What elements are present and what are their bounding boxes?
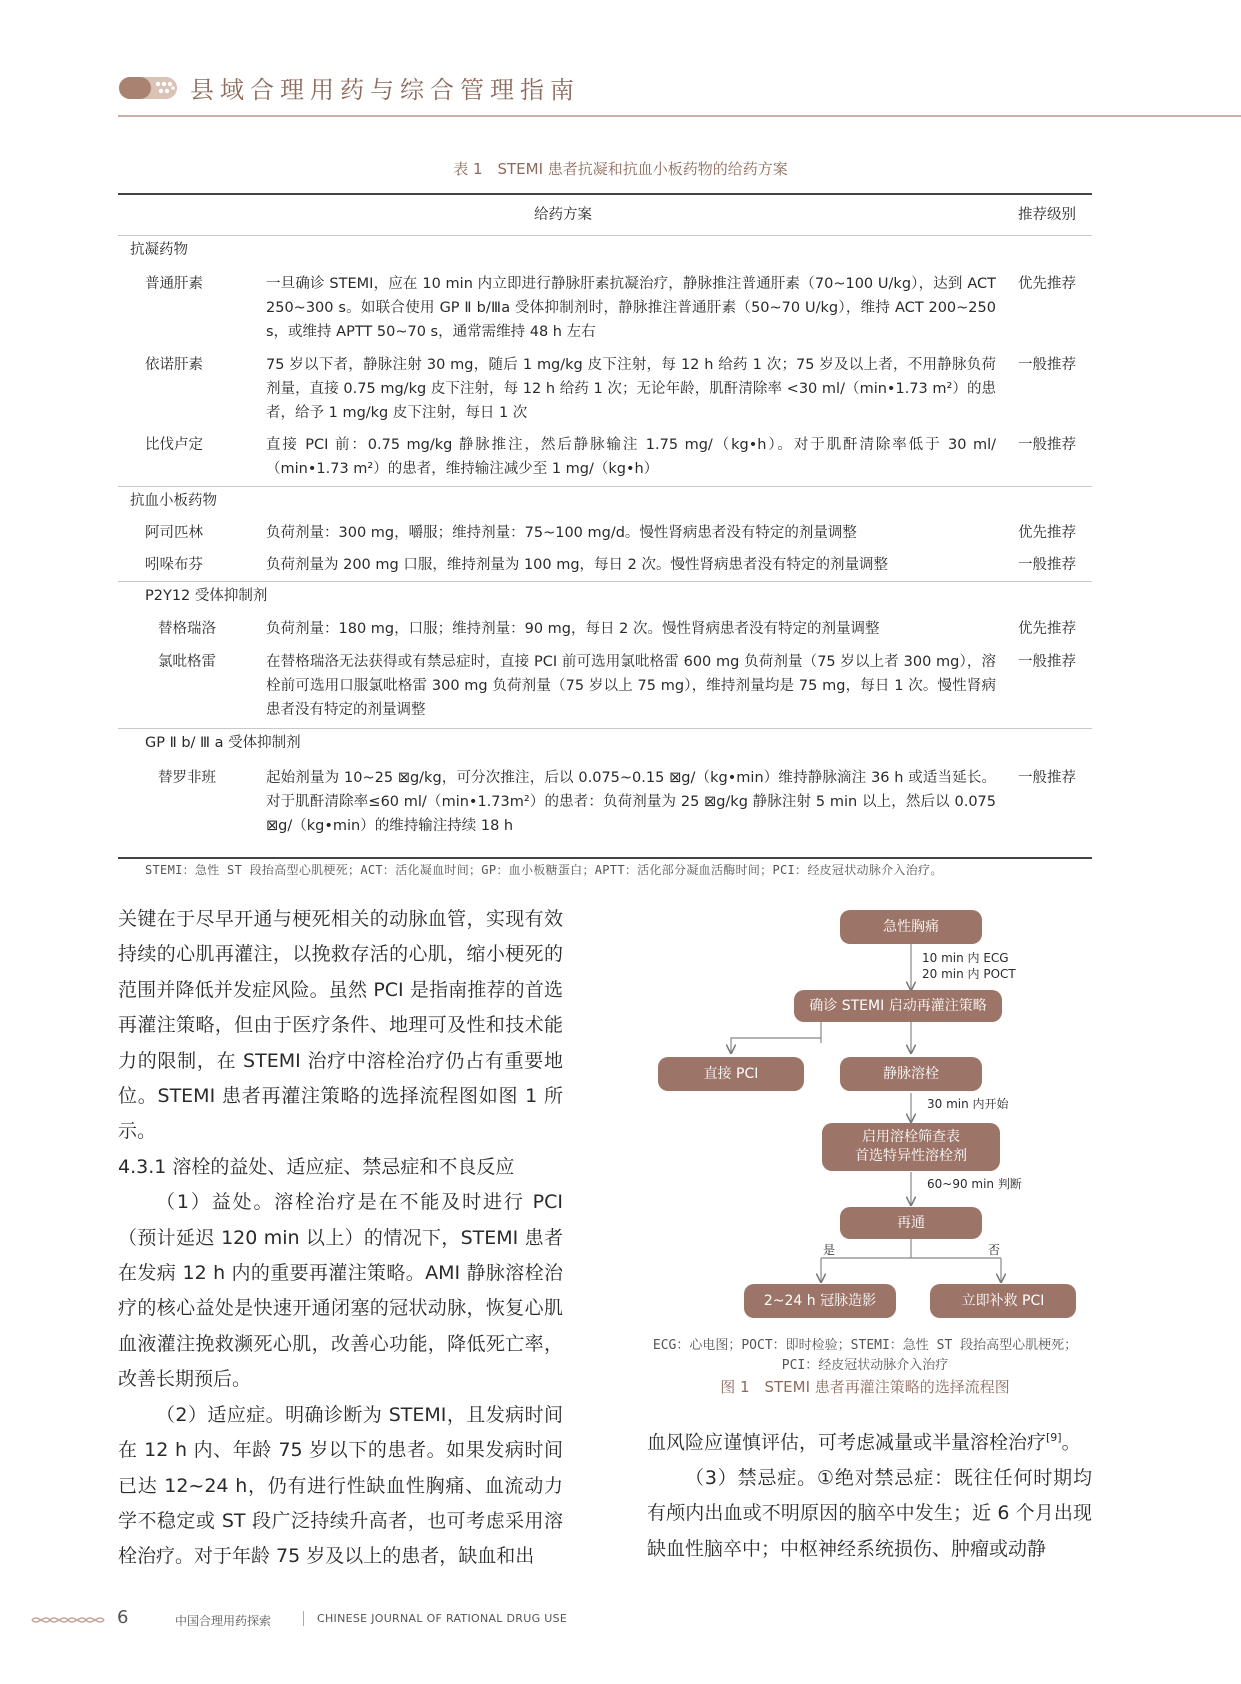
dosing-table — [118, 193, 1092, 860]
figure-caption: 图 1 STEMI 患者再灌注策略的选择流程图 — [720, 1378, 1010, 1396]
table-top-rule — [118, 193, 1092, 195]
body-paragraph: 关键在于尽早开通与梗死相关的动脉血管，实现有效持续的心肌再灌注，以挽救存活的心肌，缩小梗死的范围并降低并发症风险。虽然 PCI 是指南推荐的首选再灌注策略，但由于医疗条件、地理可及性和技术能力的限制，在 STEMI 治疗中溶栓治疗仍占有重要地位。STEMI 患者再灌注策略的选择流程图如图 1 所示。 — [118, 908, 563, 1143]
figure-note: PCI：经皮冠状动脉介入治疗 — [781, 1358, 949, 1373]
table-bottom-rule — [118, 857, 1092, 859]
flow-screening-line2: 首选特异性溶栓剂 — [855, 1148, 967, 1164]
table-row-drug: 替罗非班 — [158, 770, 216, 786]
figure-note: ECG：心电图；POCT：即时检验；STEMI：急性 ST 段抬高型心肌梗死； — [652, 1338, 1078, 1353]
header-divider — [118, 115, 1241, 117]
flow-ecg-note: 10 min 内 ECG — [922, 951, 1009, 965]
table-row-desc: 负荷剂量：180 mg，口服；维持剂量：90 mg，每日 2 次。慢性肾病患者没有特定的剂量调整 — [266, 621, 880, 637]
table-group-rule — [118, 486, 1092, 487]
flow-diagnose: 确诊 STEMI 启动再灌注策略 — [794, 990, 1002, 1022]
flow-screening-line1: 启用溶栓筛查表 — [862, 1129, 960, 1145]
table-row-level: 优先推荐 — [1018, 276, 1076, 292]
table-group-label: 抗凝药物 — [130, 242, 188, 258]
table-header-rule — [118, 235, 1092, 236]
body-text: 血风险应谨慎评估，可考虑减量或半量溶栓治疗 — [647, 1431, 1047, 1454]
flow-angiography: 2~24 h 冠脉造影 — [744, 1284, 896, 1318]
footer-separator — [303, 1611, 304, 1626]
table-group-label: P2Y12 受体抑制剂 — [145, 588, 268, 604]
reperfusion-flowchart — [640, 910, 1090, 1330]
table-row-drug: 依诺肝素 — [145, 357, 203, 373]
table-row-desc: 一旦确诊 STEMI，应在 10 min 内立即进行静脉肝素抗凝治疗，静脉推注普通肝素（70~100 U/kg），达到 ACT 250~300 s。如联合使用 GP Ⅱ b/Ⅲa 受体抑制剂时，静脉推注普通肝素（50~70 U/kg），维持 ACT 200~250 s，或维持 APTT 50~70 s，通常需维持 48 h 左右 — [266, 276, 996, 340]
table-row-desc: 75 岁以下者，静脉注射 30 mg，随后 1 mg/kg 皮下注射，每 12 h 给药 1 次；75 岁及以上者，不用静脉负荷剂量，直接 0.75 mg/kg 皮下注射，每 12 h 给药 1 次；无论年龄，肌酐清除率 <30 ml/（min•1.73 m²）的患者，给予 1 mg/kg 皮下注射，每日 1 次 — [266, 357, 996, 421]
flow-reperfusion: 再通 — [840, 1207, 982, 1239]
footer-journal-cn: 中国合理用药探索 — [175, 1614, 272, 1628]
table-row-level: 一般推荐 — [1018, 654, 1076, 670]
col-header-level: 推荐级别 — [1018, 207, 1076, 223]
flowchart-connectors — [640, 910, 1090, 1330]
body-paragraph: （2）适应症。明确诊断为 STEMI，且发病时间在 12 h 内、年龄 75 岁以下的患者。如果发病时间已达 12~24 h，仍有进行性缺血性胸痛、血流动力学不稳定或 ST 段广泛持续升高者，也可考虑采用溶栓治疗。对于年龄 75 岁及以上的患者，缺血和出 — [118, 1403, 563, 1568]
table-row-level: 一般推荐 — [1018, 557, 1076, 573]
table-row-drug: 替格瑞洛 — [158, 621, 216, 637]
table-row-level: 一般推荐 — [1018, 437, 1076, 453]
table-row-desc: 负荷剂量：300 mg，嚼服；维持剂量：75~100 mg/d。慢性肾病患者没有特定的剂量调整 — [266, 525, 857, 541]
citation-ref: [9] — [1046, 1431, 1062, 1444]
flow-direct-pci: 直接 PCI — [658, 1057, 804, 1091]
footer-wave-icon — [30, 1613, 110, 1627]
journal-logo-icon — [118, 73, 178, 103]
flow-start-note: 30 min 内开始 — [927, 1097, 1009, 1111]
table-group-label: 抗血小板药物 — [130, 493, 217, 509]
table-group-label: GP Ⅱ b/ Ⅲ a 受体抑制剂 — [145, 735, 301, 751]
flow-yes-label: 是 — [823, 1243, 836, 1257]
body-text: 。 — [1061, 1431, 1081, 1454]
table-row-level: 优先推荐 — [1018, 525, 1076, 541]
body-column-left — [118, 902, 563, 1575]
flow-poct-note: 20 min 内 POCT — [922, 967, 1016, 981]
table-footnote: STEMI：急性 ST 段抬高型心肌梗死；ACT：活化凝血时间；GP：血小板糖蛋白；APTT：活化部分凝血活酶时间；PCI：经皮冠状动脉介入治疗。 — [145, 863, 943, 877]
table-row-desc: 负荷剂量为 200 mg 口服，维持剂量为 100 mg，每日 2 次。慢性肾病患者没有特定的剂量调整 — [266, 557, 888, 573]
table-caption: 表 1 STEMI 患者抗凝和抗血小板药物的给药方案 — [453, 160, 788, 178]
table-row-drug: 比伐卢定 — [145, 437, 203, 453]
table-row-desc: 直接 PCI 前：0.75 mg/kg 静脉推注，然后静脉输注 1.75 mg/（kg•h）。对于肌酐清除率低于 30 ml/（min•1.73 m²）的患者，维持输注减少至 1 mg/（kg•h） — [266, 437, 996, 477]
table-row-drug: 氯吡格雷 — [158, 654, 216, 670]
body-paragraph: （3）禁忌症。①绝对禁忌症：既往任何时期均有颅内出血或不明原因的脑卒中发生；近 6 个月出现缺血性脑卒中；中枢神经系统损伤、肿瘤或动静 — [647, 1466, 1092, 1560]
footer-journal-en: CHINESE JOURNAL OF RATIONAL DRUG USE — [317, 1612, 568, 1625]
table-row-level: 一般推荐 — [1018, 770, 1076, 786]
table-row-desc: 在替格瑞洛无法获得或有禁忌症时，直接 PCI 前可选用氯吡格雷 600 mg 负荷剂量（75 岁以上者 300 mg），溶栓前可选用口服氯吡格雷 300 mg 负荷剂量（75 岁以上 75 mg），维持剂量均是 75 mg，每日 1 次。慢性肾病患者没有特定的剂量调整 — [266, 654, 996, 718]
body-column-right — [647, 1420, 1092, 1567]
flow-judge-note: 60~90 min 判断 — [927, 1177, 1022, 1191]
table-row-desc: 起始剂量为 10~25 ⊠g/kg，可分次推注，后以 0.075~0.15 ⊠g/（kg•min）维持静脉滴注 36 h 或适当延长。对于肌酐清除率≤60 ml/（min•1.73m²）的患者：负荷剂量为 25 ⊠g/kg 静脉注射 5 min 以上，然后以 0.075 ⊠g/（kg•min）的维持输注持续 18 h — [266, 770, 996, 834]
flow-iv-thrombolysis: 静脉溶栓 — [840, 1057, 982, 1091]
body-paragraph — [647, 1420, 1092, 1461]
table-row-drug: 阿司匹林 — [145, 525, 203, 541]
page-number: 6 — [117, 1607, 129, 1628]
table-group-rule — [118, 581, 1092, 582]
flow-rescue-pci: 立即补救 PCI — [930, 1284, 1076, 1318]
flow-no-label: 否 — [988, 1243, 1001, 1257]
section-heading: 4.3.1 溶栓的益处、适应症、禁忌症和不良反应 — [118, 1155, 515, 1178]
header-title: 县域合理用药与综合管理指南 — [190, 76, 580, 104]
body-paragraph: （1）益处。溶栓治疗是在不能及时进行 PCI（预计延迟 120 min 以上）的情况下，STEMI 患者在发病 12 h 内的重要再灌注策略。AMI 静脉溶栓治疗的核心益处是快速开通闭塞的冠状动脉，恢复心肌血液灌注挽救濒死心肌，改善心功能，降低死亡率，改善长期预后。 — [118, 1191, 563, 1391]
table-row-level: 一般推荐 — [1018, 357, 1076, 373]
flow-screening — [822, 1123, 1000, 1171]
table-row-drug: 吲哚布芬 — [145, 557, 203, 573]
table-row-drug: 普通肝素 — [145, 276, 203, 292]
table-group-rule — [118, 728, 1092, 729]
flow-chest-pain: 急性胸痛 — [840, 910, 982, 944]
table-row-level: 优先推荐 — [1018, 621, 1076, 637]
col-header-regimen: 给药方案 — [534, 207, 592, 223]
